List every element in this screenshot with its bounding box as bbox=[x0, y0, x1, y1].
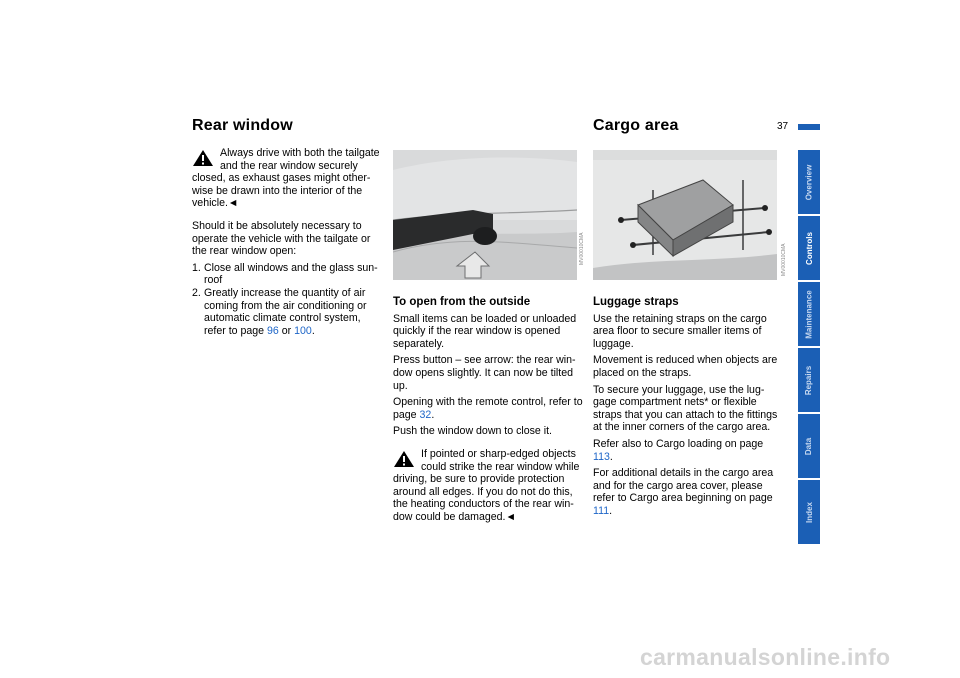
page-link-32[interactable]: 32 bbox=[419, 408, 432, 421]
right-column bbox=[593, 296, 785, 522]
paragraph: To secure your luggage, use the lug-gage compartment nets* or flexible straps that you can attach to the fittings at the inner corners of the cargo area. bbox=[593, 383, 778, 434]
paragraph: Refer also to Cargo loading on page 113. bbox=[593, 437, 764, 463]
intro-text: Should it be absolutely necessary to operate the vehicle with the tailgate or the rear window open: bbox=[192, 219, 371, 258]
paragraph: Small items can be loaded or unloaded quickly if the rear window is opened separately. bbox=[393, 312, 577, 350]
tab-maintenance[interactable]: Maintenance bbox=[798, 282, 820, 346]
page-link-100[interactable]: 100 bbox=[294, 324, 312, 337]
warning-triangle-icon bbox=[393, 450, 415, 468]
paragraph: Movement is reduced when objects are placed on the straps. bbox=[593, 354, 778, 379]
list-item: 2. Greatly increase the quantity of air coming from the air conditioning or automatic climate control system, refer to page 96 or 100. bbox=[192, 286, 367, 337]
tab-data[interactable]: Data bbox=[798, 414, 820, 478]
paragraph: Push the window down to close it. bbox=[393, 425, 552, 438]
paragraph: Opening with the remote control, refer to page 32. bbox=[393, 396, 583, 421]
page-link-111[interactable]: 111 bbox=[593, 504, 610, 517]
page-link-96[interactable]: 96 bbox=[267, 324, 279, 337]
section-title-cargo-area: Cargo area bbox=[593, 117, 679, 134]
image-code: MV00010CMA bbox=[579, 232, 585, 265]
left-column bbox=[192, 147, 384, 337]
middle-column bbox=[393, 296, 585, 528]
tab-index[interactable]: Index bbox=[798, 480, 820, 544]
paragraph: Use the retaining straps on the cargo area floor to secure smaller items of luggage. bbox=[593, 312, 767, 350]
paragraph: Press button – see arrow: the rear win-dow opens slightly. It can now be tilted up. bbox=[393, 354, 576, 392]
rear-window-image bbox=[393, 150, 577, 280]
cargo-area-image bbox=[593, 150, 777, 280]
page-link-113[interactable]: 113 bbox=[593, 450, 610, 463]
watermark-text: carmanualsonline.info bbox=[640, 644, 891, 670]
subtitle-open-outside: To open from the outside bbox=[393, 296, 531, 308]
subtitle-luggage-straps: Luggage straps bbox=[593, 296, 679, 308]
paragraph: For additional details in the cargo area and for the cargo area cover, please refer to Cargo area beginning on page 111. bbox=[593, 467, 774, 517]
warning-note-exhaust: Always drive with both the tailgate and the rear window securely closed, as exhaust gases might other-wise be drawn into the interior of the vehicle.◄ bbox=[192, 147, 380, 210]
list-item: 1. Close all windows and the glass sun-roof bbox=[192, 261, 378, 287]
page-number-marker bbox=[798, 124, 820, 130]
tab-overview[interactable]: Overview bbox=[798, 150, 820, 214]
section-title-rear-window: Rear window bbox=[192, 117, 293, 134]
steps-list bbox=[192, 262, 384, 338]
warning-note-sharp-objects: If pointed or sharp-edged objects could strike the rear window while driving, be sure to provide protection around all edges. If you do not do this, the heating conductors of the rear win-dow could be damaged.◄ bbox=[393, 447, 580, 523]
tab-controls[interactable]: Controls bbox=[798, 216, 820, 280]
tab-repairs[interactable]: Repairs bbox=[798, 348, 820, 412]
warning-triangle-icon bbox=[192, 149, 214, 167]
page-number: 37 bbox=[777, 121, 789, 132]
image-code: MV00010CMA bbox=[781, 243, 787, 276]
